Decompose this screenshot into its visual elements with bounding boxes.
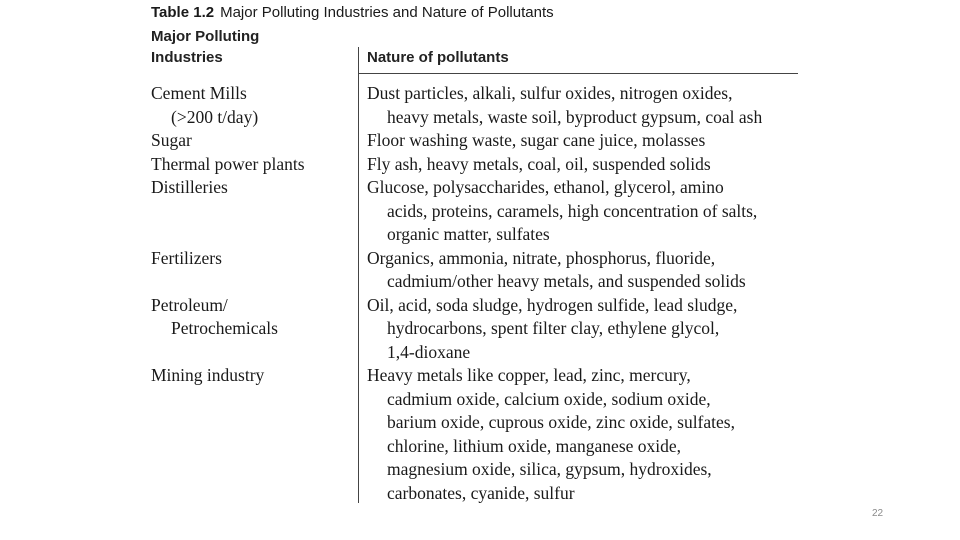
pollutants-cell	[366, 364, 735, 505]
pollutants-line: Floor washing waste, sugar cane juice, molasses	[367, 130, 706, 150]
table-row	[151, 82, 811, 129]
pollutants-cell	[366, 247, 746, 294]
pollutants-line: Glucose, polysaccharides, ethanol, glycerol, amino	[367, 177, 724, 197]
pollutants-line: barium oxide, cuprous oxide, zinc oxide, sulfates,	[387, 412, 735, 432]
pollutants-cell	[366, 129, 705, 153]
industry-cell	[151, 247, 366, 294]
pollutants-line: Heavy metals like copper, lead, zinc, mercury,	[367, 365, 691, 385]
table-number: Table 1.2	[151, 4, 215, 21]
industry-line: Thermal power plants	[151, 153, 305, 174]
table-row	[151, 294, 811, 365]
pollutants-line: magnesium oxide, silica, gypsum, hydroxides,	[387, 459, 712, 479]
table-caption	[151, 4, 554, 21]
table-row	[151, 176, 811, 247]
industry-line: Fertilizers	[151, 247, 222, 268]
industry-cell	[151, 294, 366, 365]
pollutants-cell	[366, 176, 757, 247]
pollutants-cell	[366, 294, 737, 365]
pollutants-line: Organics, ammonia, nitrate, phosphorus, fluoride,	[367, 247, 716, 268]
pollutants-line: Fly ash, heavy metals, coal, oil, suspended solids	[367, 153, 711, 174]
column-header-industries	[151, 26, 259, 68]
pollutants-cell	[366, 153, 711, 177]
industry-cell	[151, 176, 366, 247]
table-row	[151, 364, 811, 505]
page-number: 22	[872, 508, 884, 519]
industry-cell	[151, 129, 366, 153]
industry-cell	[151, 364, 366, 505]
industry-cell	[151, 153, 366, 177]
industry-line: Cement Mills	[151, 83, 247, 103]
table-title: Major Polluting Industries and Nature of Pollutants	[220, 4, 554, 21]
pollutants-line: Oil, acid, soda sludge, hydrogen sulfide, lead sludge,	[367, 294, 738, 315]
column-header-pollutants: Nature of pollutants	[367, 49, 509, 66]
industry-line: Petroleum/	[151, 294, 228, 315]
industry-line: Sugar	[151, 130, 192, 150]
pollutants-cell	[366, 82, 762, 129]
pollutants-line: acids, proteins, caramels, high concentration of salts,	[387, 200, 758, 221]
column-header-industries-line: Major Polluting	[151, 28, 260, 45]
industry-line: Petrochemicals	[171, 318, 278, 338]
pollutants-line: cadmium/other heavy metals, and suspended solids	[387, 271, 746, 291]
table-body	[151, 82, 811, 505]
industry-line: Mining industry	[151, 365, 265, 385]
pollutants-line: 1,4-dioxane	[387, 341, 471, 362]
industry-line: Distilleries	[151, 177, 228, 197]
pollutants-line: hydrocarbons, spent filter clay, ethylene glycol,	[387, 318, 720, 338]
industry-line: (>200 t/day)	[171, 106, 259, 127]
column-header-industries-line: Industries	[151, 49, 223, 66]
header-rule	[358, 73, 798, 74]
pollutants-line: carbonates, cyanide, sulfur	[387, 482, 575, 503]
table-row	[151, 129, 811, 153]
pollutants-line: organic matter, sulfates	[387, 224, 550, 244]
pollutants-line: Dust particles, alkali, sulfur oxides, nitrogen oxides,	[367, 83, 733, 103]
table-row	[151, 247, 811, 294]
table-row	[151, 153, 811, 177]
pollutants-line: heavy metals, waste soil, byproduct gypsum, coal ash	[387, 106, 763, 127]
pollutants-line: cadmium oxide, calcium oxide, sodium oxide,	[387, 388, 711, 409]
pollutants-line: chlorine, lithium oxide, manganese oxide,	[387, 435, 682, 456]
industry-cell	[151, 82, 366, 129]
